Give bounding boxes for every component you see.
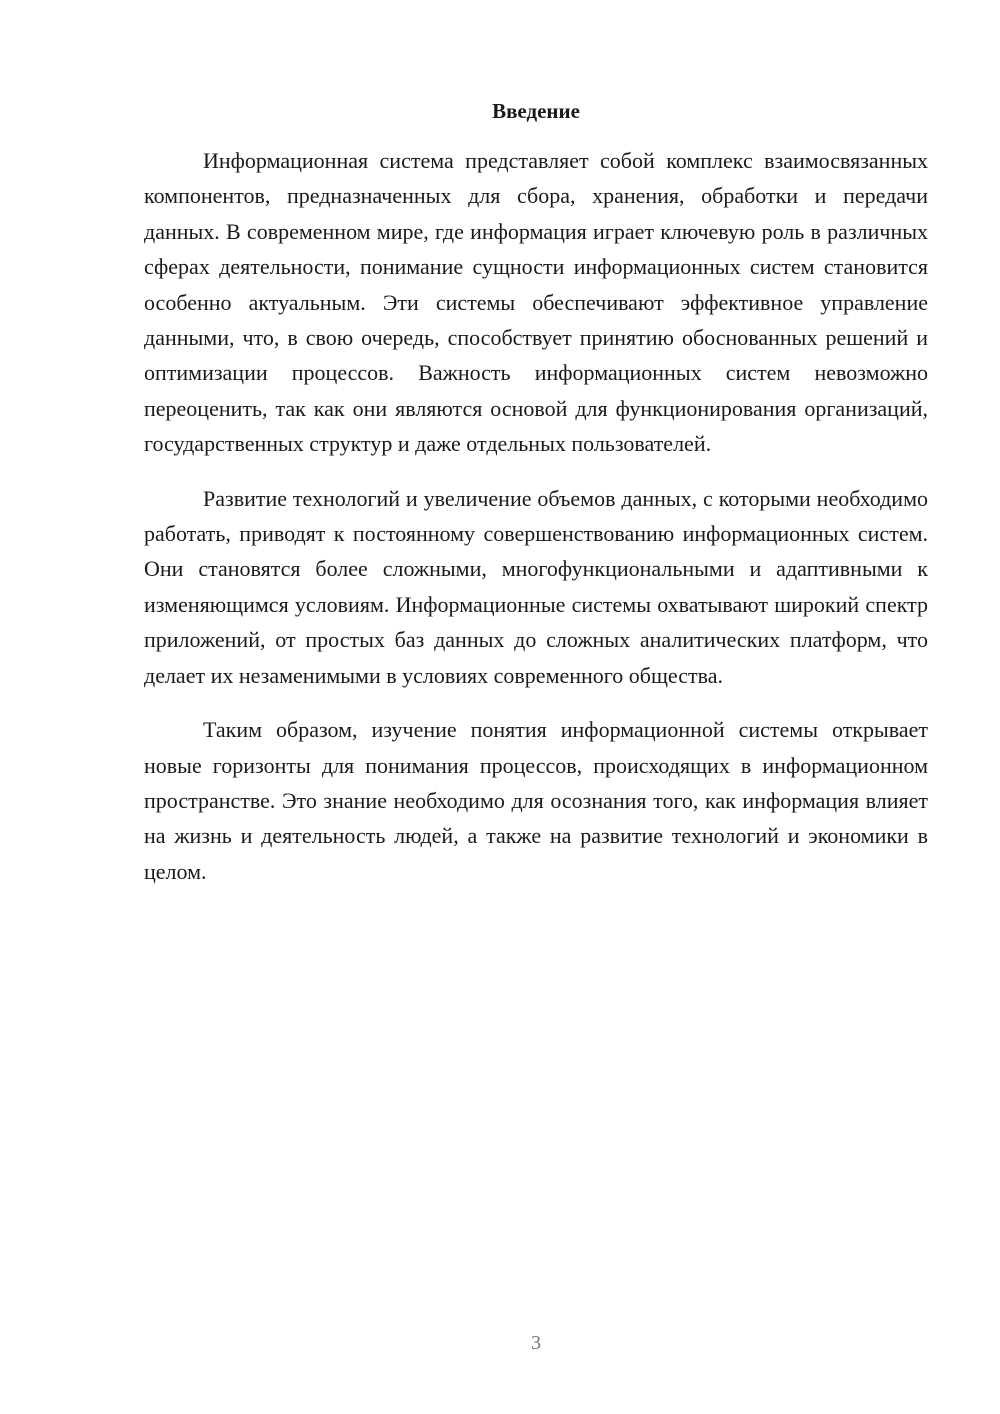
paragraph-3: Таким образом, изучение понятия информационной системы открывает новые горизонты для понимания процессов, происходящих в информационном пространстве. Это знание необходимо для осознания того, как информация влияет на жизнь и деятельность людей, а также на развитие технологий и экономики в целом.: [144, 717, 928, 884]
paragraph-1: Информационная система представляет собой комплекс взаимосвязанных компонентов, предназначенных для сбора, хранения, обработки и передачи данных. В современном мире, где информация играет ключевую роль в различных сферах деятельности, понимание сущности информационных систем становится особенно актуальным. Эти системы обеспечивают эффективное управление данными, что, в свою очередь, способствует принятию обоснованных решений и оптимизации процессов. Важность информационных систем невозможно переоценить, так как они являются основой для функционирования организаций, государственных структур и даже отдельных пользователей.: [144, 148, 928, 457]
body-text: [144, 143, 928, 908]
paragraph-2: Развитие технологий и увеличение объемов данных, с которыми необходимо работать, приводят к постоянному совершенствованию информационных систем. Они становятся более сложными, многофункциональными и адаптивными к изменяющимся условиям. Информационные системы охватывают широкий спектр приложений, от простых баз данных до сложных аналитических платформ, что делает их незаменимыми в условиях современного общества.: [144, 485, 928, 688]
page-number: 3: [531, 1332, 541, 1354]
section-heading: Введение: [492, 99, 580, 123]
